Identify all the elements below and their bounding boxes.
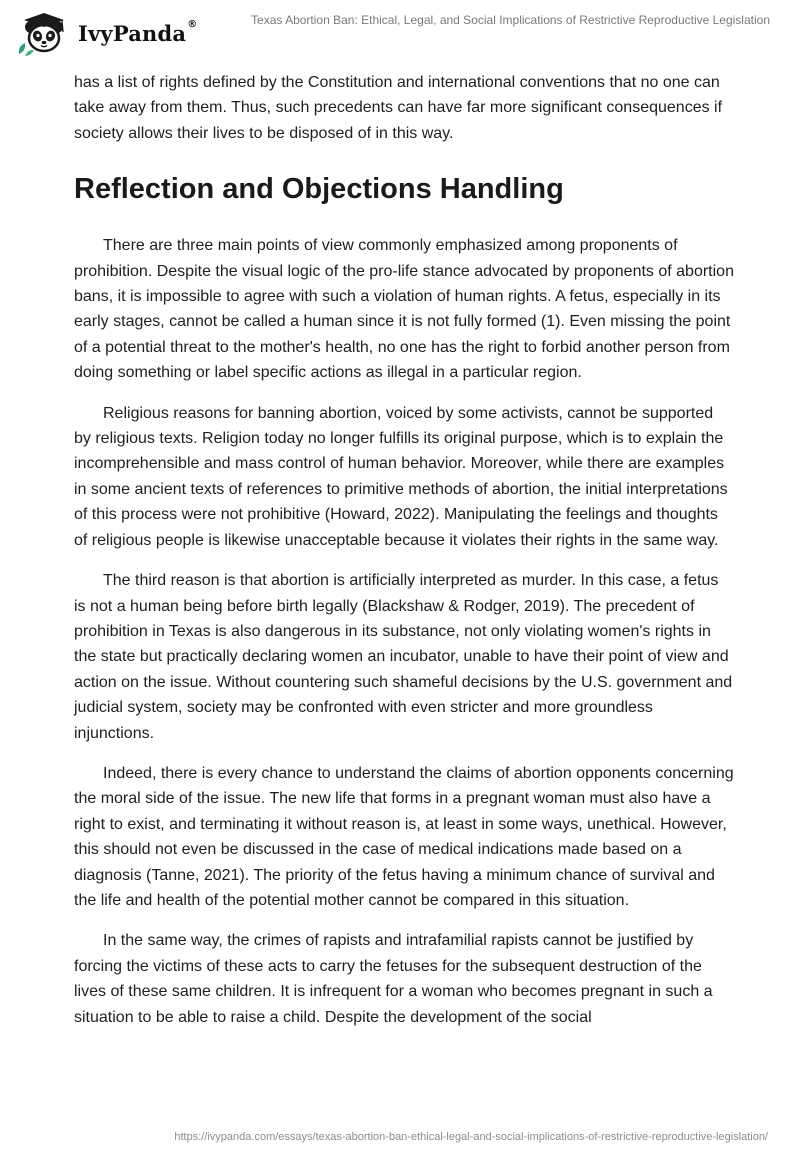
body-paragraph-5: In the same way, the crimes of rapists and intrafamilial rapists cannot be justified by forcing the victims of these acts to carry the fetuses for the subsequent destruction of the lives of these same children. It is infrequent for a woman who becomes pregnant in such a situation to be able to raise a child. Despite the development of the social xyxy=(74,932,713,1026)
document-title: Texas Abortion Ban: Ethical, Legal, and Social Implications of Restrictive Reproductive Legislation xyxy=(251,13,770,27)
body-paragraph-4: Indeed, there is every chance to understand the claims of abortion opponents concerning the moral side of the issue. The new life that forms in a pregnant woman must also have a right to exist, and terminating it without reason is, at least in some ways, unethical. However, this should not even be discussed in the case of medical indications made based on a diagnosis (Tanne, 2021). The priority of the fetus having a minimum chance of survival and the life and health of the potential mother cannot be compared in this situation. xyxy=(74,764,734,909)
registered-mark: ® xyxy=(187,18,198,30)
ivypanda-logo[interactable] xyxy=(16,10,197,56)
essay-body xyxy=(74,70,734,1045)
body-paragraph-3: The third reason is that abortion is artificially interpreted as murder. In this case, a fetus is not a human being before birth legally (Blackshaw & Rodger, 2019). The precedent of prohibition in Texas is also dangerous in its substance, not only violating women's rights in the state but practically declaring women an incubator, unable to have their point of view and action on the issue. Without countering such shameful decisions by the U.S. government and judicial system, society may be confronted with even stricter and more groundless injunctions. xyxy=(74,572,733,742)
body-paragraph-1: There are three main points of view commonly emphasized among proponents of prohibition. Despite the visual logic of the pro-life stance advocated by proponents of abortion bans, it is impossible to agree with such a violation of human rights. A fetus, especially in its early stages, cannot be called a human since it is not fully formed (1). Even missing the point of a potential threat to the mother's health, no one has the right to forbid another person from doing something or label specific actions as illegal in a particular region. xyxy=(74,237,734,382)
page-header xyxy=(0,0,800,64)
section-heading: Reflection and Objections Handling xyxy=(74,173,564,206)
body-paragraph-2: Religious reasons for banning abortion, voiced by some activists, cannot be supported by religious texts. Religion today no longer fulfills its original purpose, which is to explain the incomprehensible and mass control of human behavior. Moreover, while there are examples in some ancient texts of references to primitive methods of abortion, the initial interpretations of this process were not prohibitive (Howard, 2022). Manipulating the feelings and thoughts of religious people is likewise unacceptable because it violates their rights in the same way. xyxy=(74,404,728,549)
logo-wordmark: IvyPanda® xyxy=(78,18,198,46)
source-url[interactable]: https://ivypanda.com/essays/texas-abortion-ban-ethical-legal-and-social-implications-of-restrictive-reproductive-legislation/ xyxy=(174,1131,768,1143)
panda-graduate-icon xyxy=(16,10,74,56)
lead-paragraph: has a list of rights defined by the Constitution and international conventions that no one can take away from them. Thus, such precedents can have far more significant consequences if society allows their lives to be disposed of in this way. xyxy=(74,74,723,142)
